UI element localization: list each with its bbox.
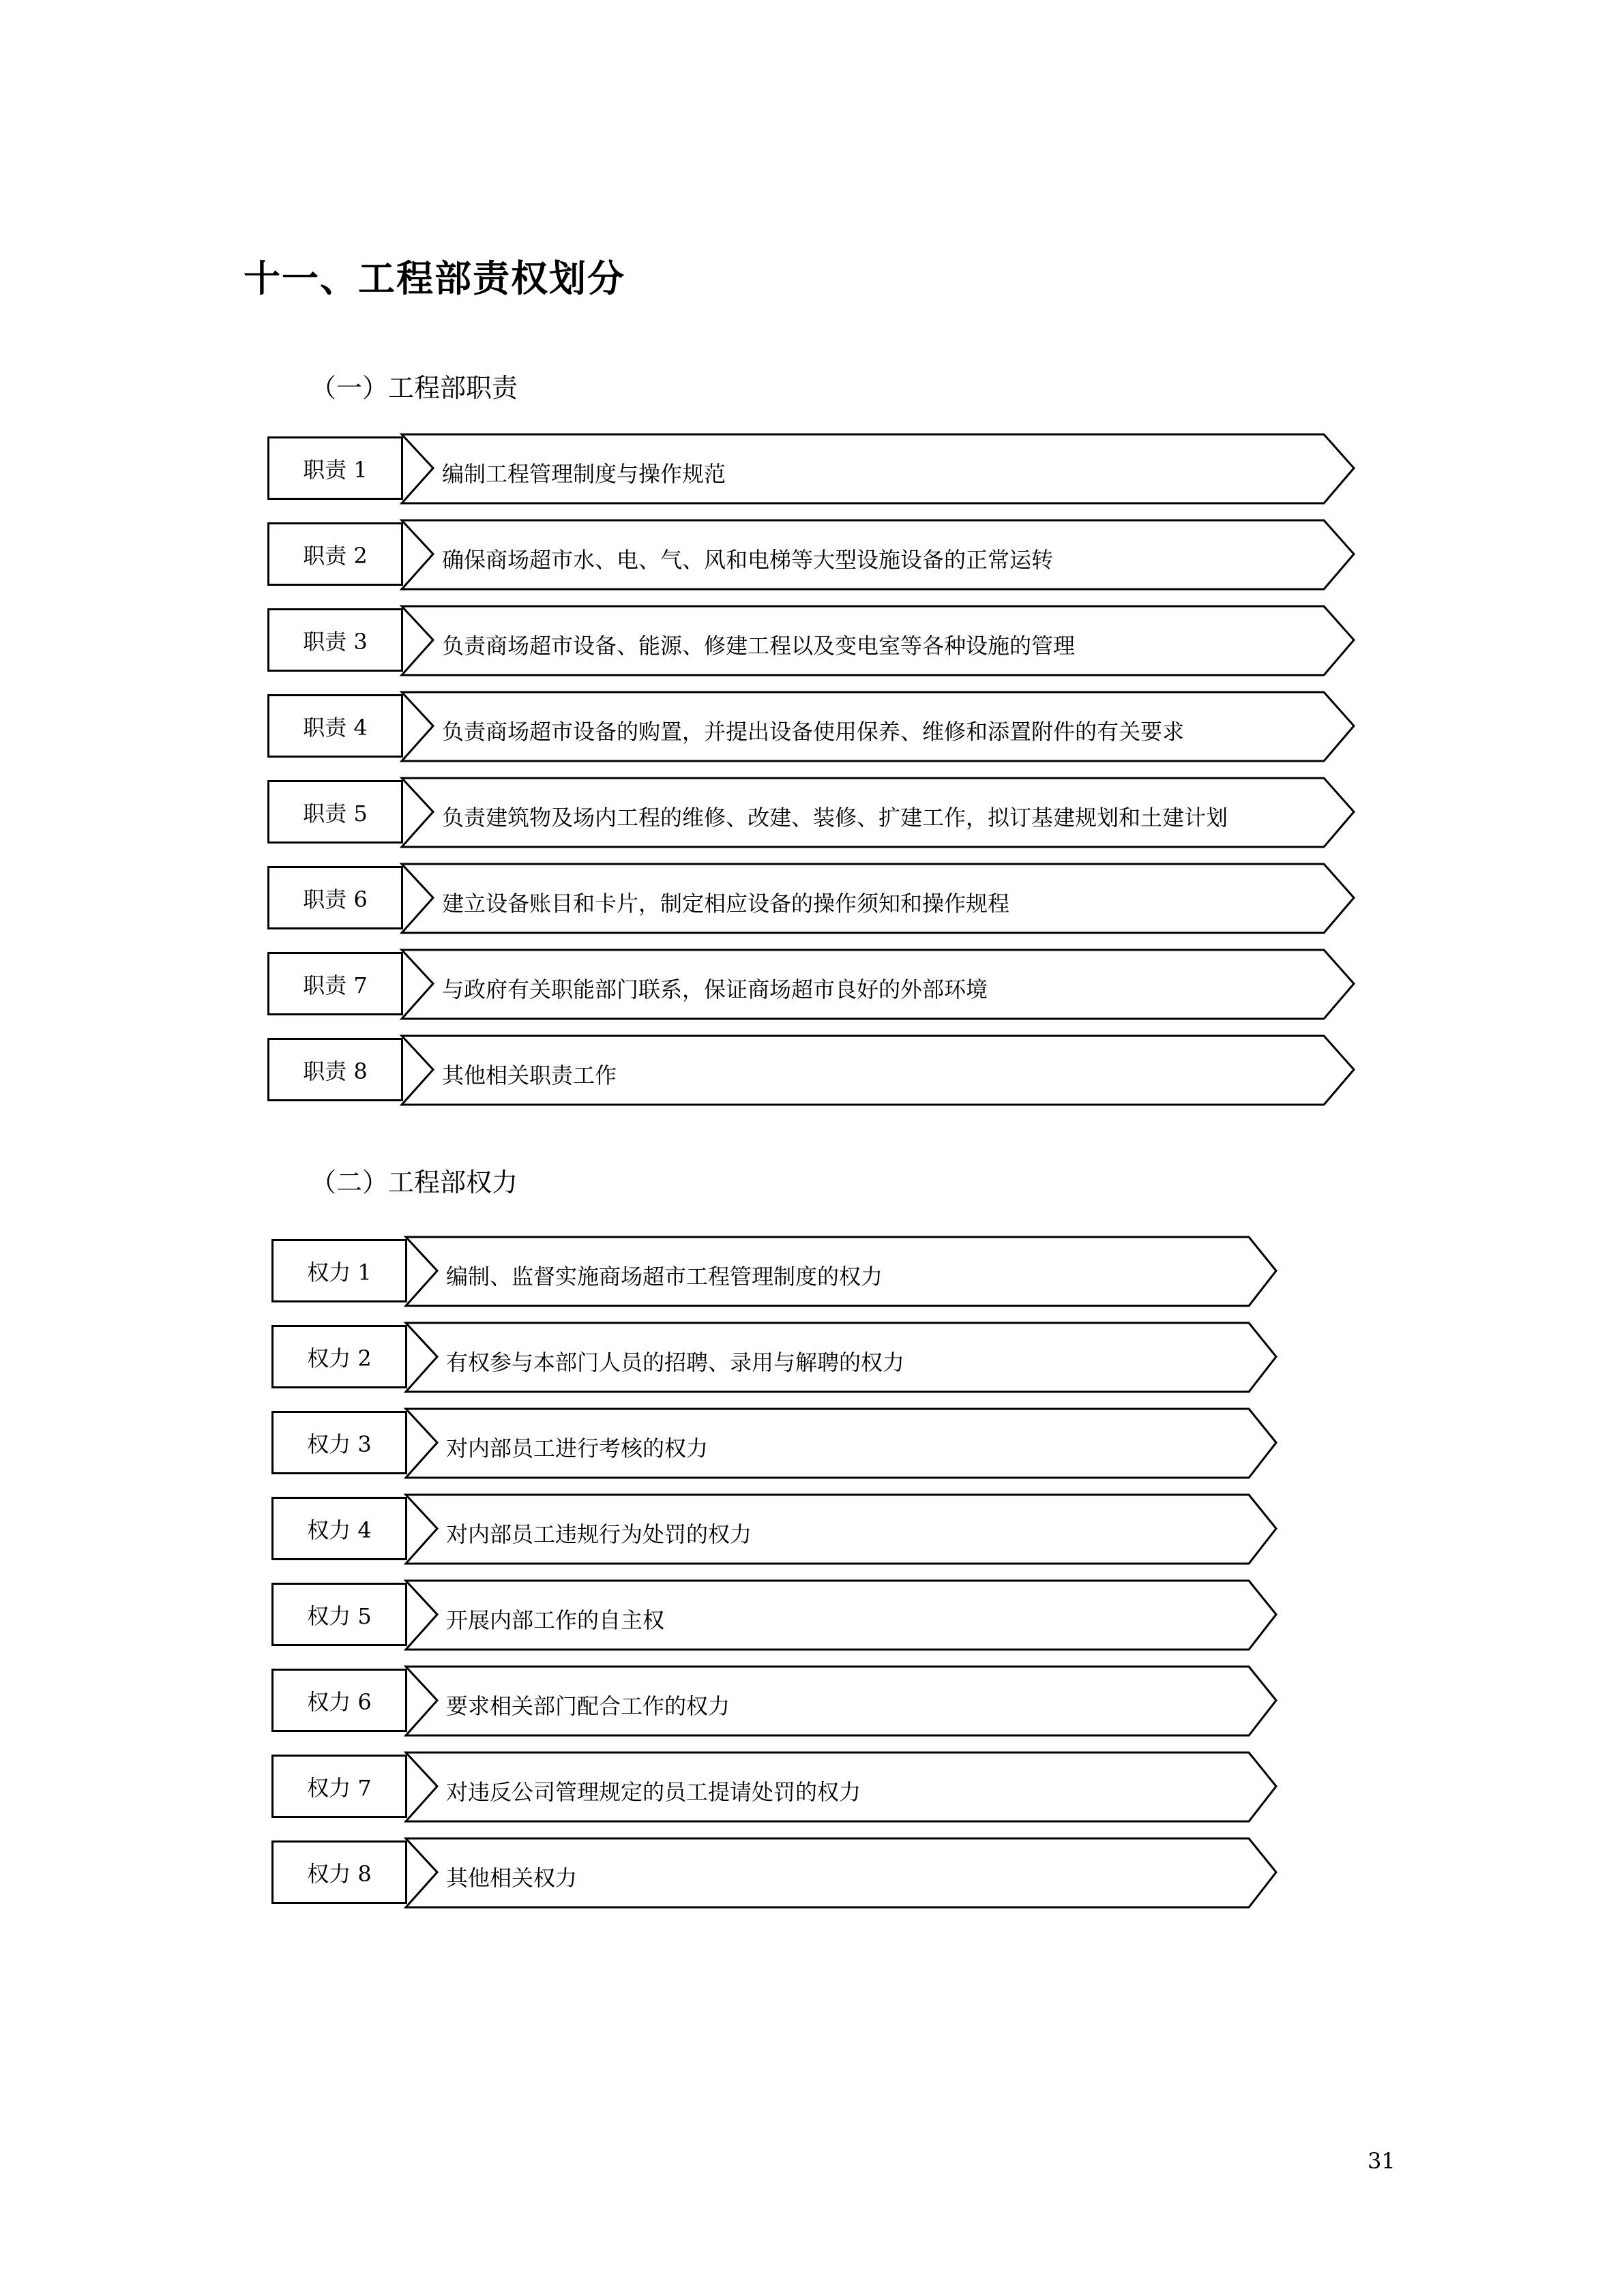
- duty-label: 职责 6: [267, 866, 403, 929]
- duty-row: [267, 952, 1363, 1029]
- duty-label: 职责 1: [267, 436, 403, 500]
- duty-label: 职责 8: [267, 1038, 403, 1101]
- power-label: 权力 8: [271, 1840, 407, 1904]
- duty-label: 职责 3: [267, 608, 403, 672]
- duty-text: 确保商场超市水、电、气、风和电梯等大型设施设备的正常运转: [442, 547, 1054, 573]
- duty-label: 职责 2: [267, 522, 403, 586]
- duty-row: [267, 522, 1363, 599]
- power-row: [271, 1840, 1286, 1918]
- power-text: 开展内部工作的自主权: [446, 1607, 665, 1633]
- duty-text: 负责商场超市设备、能源、修建工程以及变电室等各种设施的管理: [442, 633, 1076, 659]
- power-row: [271, 1669, 1286, 1746]
- duty-text: 编制工程管理制度与操作规范: [442, 461, 726, 487]
- duty-row: [267, 1038, 1363, 1115]
- power-row: [271, 1325, 1286, 1402]
- duty-row: [267, 436, 1363, 513]
- power-label: 权力 1: [271, 1239, 407, 1302]
- power-row: [271, 1755, 1286, 1832]
- power-text: 对内部员工进行考核的权力: [446, 1435, 709, 1461]
- duty-label: 职责 4: [267, 694, 403, 758]
- power-label: 权力 5: [271, 1583, 407, 1646]
- power-label: 权力 6: [271, 1669, 407, 1732]
- power-text: 编制、监督实施商场超市工程管理制度的权力: [446, 1264, 883, 1289]
- power-label: 权力 2: [271, 1325, 407, 1388]
- power-row: [271, 1497, 1286, 1574]
- duty-label: 职责 7: [267, 952, 403, 1015]
- power-text: 对内部员工违规行为处罚的权力: [446, 1521, 752, 1547]
- power-row: [271, 1411, 1286, 1488]
- duty-row: [267, 866, 1363, 943]
- duty-text: 负责商场超市设备的购置，并提出设备使用保养、维修和添置附件的有关要求: [442, 719, 1185, 745]
- section-heading-duties: （一）工程部职责: [310, 373, 518, 403]
- duty-text: 与政府有关职能部门联系，保证商场超市良好的外部环境: [442, 976, 988, 1002]
- duty-row: [267, 780, 1363, 857]
- power-label: 权力 4: [271, 1497, 407, 1560]
- power-label: 权力 7: [271, 1755, 407, 1818]
- section-heading-powers: （二）工程部权力: [310, 1167, 518, 1197]
- duty-row: [267, 608, 1363, 685]
- duty-row: [267, 694, 1363, 771]
- power-text: 对违反公司管理规定的员工提请处罚的权力: [446, 1779, 861, 1805]
- power-row: [271, 1239, 1286, 1316]
- page-title: 十一、工程部责权划分: [243, 256, 625, 300]
- duty-label: 职责 5: [267, 780, 403, 844]
- power-text: 其他相关权力: [446, 1865, 578, 1891]
- duty-text: 负责建筑物及场内工程的维修、改建、装修、扩建工作，拟订基建规划和土建计划: [442, 805, 1228, 831]
- page-number: 31: [1368, 2148, 1396, 2174]
- power-text: 有权参与本部门人员的招聘、录用与解聘的权力: [446, 1350, 905, 1375]
- duty-text: 其他相关职责工作: [442, 1062, 617, 1088]
- duty-text: 建立设备账目和卡片，制定相应设备的操作须知和操作规程: [442, 891, 1010, 916]
- power-row: [271, 1583, 1286, 1660]
- power-text: 要求相关部门配合工作的权力: [446, 1693, 730, 1719]
- power-label: 权力 3: [271, 1411, 407, 1474]
